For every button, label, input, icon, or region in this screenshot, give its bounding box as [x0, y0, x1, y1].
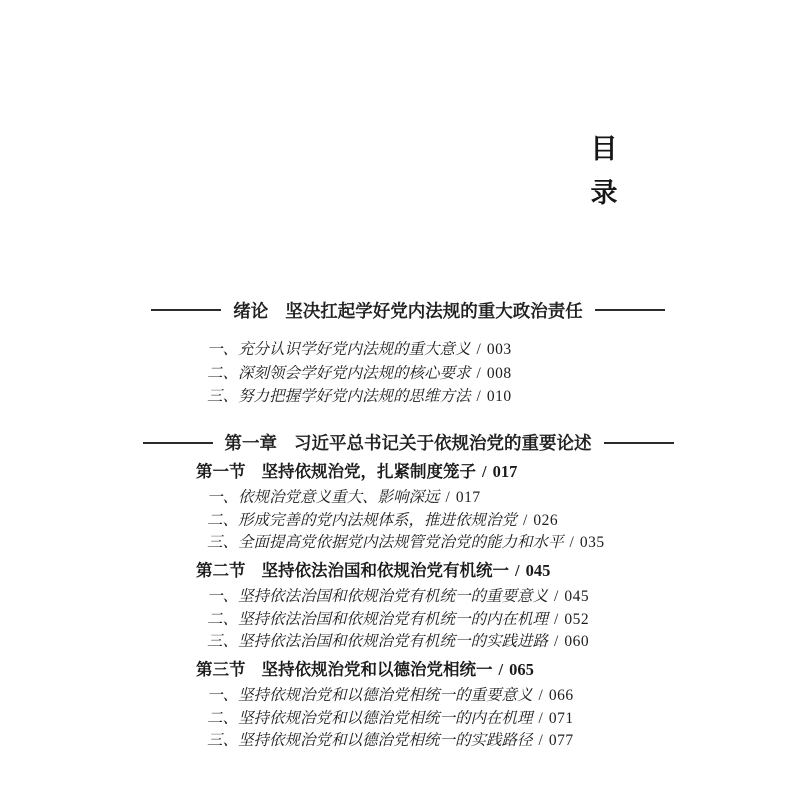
toc-entry [207, 510, 639, 533]
toc-entry-text: 一、坚持依规治党和以德治党相统一的重要意义 [207, 687, 533, 704]
toc-entry [207, 609, 639, 632]
toc-entry-page: 071 [548, 709, 574, 727]
toc-entry [207, 532, 639, 555]
toc-entry-separator: / [515, 560, 520, 580]
toc-entry [207, 487, 639, 510]
header-rule-right [595, 309, 665, 311]
toc-entry-page: 077 [548, 732, 574, 749]
toc-entry-page: 035 [579, 534, 605, 551]
section-title: 坚持依规治党和以德治党相统一 [261, 659, 493, 679]
toc-entry [207, 708, 639, 731]
toc-entry-page: 017 [455, 489, 481, 506]
part-title: 坚决扛起学好党内法规的重大政治责任 [285, 300, 583, 321]
toc-entry-page: 003 [486, 341, 512, 358]
toc-entry [207, 586, 639, 609]
toc-content [177, 300, 639, 753]
toc-entry-separator: / [476, 388, 481, 405]
toc-entry-separator: / [482, 461, 487, 481]
header-rule-left [143, 442, 213, 444]
toc-entry-separator: / [569, 534, 574, 551]
toc-entry-separator: / [498, 659, 504, 679]
toc-entry-text: 三、全面提高党依据党内法规管党治党的能力和水平 [207, 534, 564, 551]
toc-entry-text: 三、努力把握学好党内法规的思维方法 [207, 388, 471, 405]
section-page: 017 [492, 461, 518, 481]
section-header [196, 659, 639, 682]
toc-entry-page: 026 [533, 511, 559, 529]
toc-entry-separator: / [476, 341, 481, 358]
page-title-char: 目 [590, 134, 618, 164]
header-rule-right [604, 442, 674, 444]
toc-entry [207, 730, 639, 753]
section-header [196, 461, 639, 484]
toc-entry-page: 052 [564, 610, 590, 628]
toc-entry [207, 385, 639, 409]
toc-entry-text: 一、坚持依法治国和依规治党有机统一的重要意义 [207, 588, 549, 605]
header-rule-left [151, 309, 221, 311]
toc-entry-text: 二、坚持依规治党和以德治党相统一的内在机理 [207, 709, 533, 727]
toc-entry-text: 一、充分认识学好党内法规的重大意义 [207, 341, 471, 358]
toc-entry [207, 338, 639, 362]
chapter-title: 习近平总书记关于依规治党的重要论述 [294, 433, 592, 453]
toc-entry [207, 631, 639, 654]
section-block [177, 560, 639, 654]
section-page: 065 [509, 659, 534, 679]
part-header [177, 300, 639, 320]
section-label: 第二节 [196, 560, 246, 580]
part-entries [207, 338, 639, 409]
section-entries [207, 487, 639, 555]
toc-entry-separator: / [554, 610, 559, 628]
chapter-header [177, 433, 639, 453]
toc-entry-separator: / [476, 364, 481, 382]
toc-entry-separator: / [538, 709, 543, 727]
section-block [177, 659, 639, 753]
section-title: 坚持依法治国和依规治党有机统一 [261, 560, 509, 580]
toc-entry-page: 008 [486, 364, 512, 382]
toc-entry-text: 三、坚持依法治国和依规治党有机统一的实践进路 [207, 633, 549, 650]
section-label: 第三节 [196, 659, 246, 679]
toc-entry-text: 一、依规治党意义重大、影响深远 [207, 489, 440, 506]
section-label: 第一节 [196, 461, 246, 481]
toc-entry-page: 045 [564, 588, 590, 605]
section-block [177, 461, 639, 555]
page-title-char: 录 [590, 178, 618, 208]
toc-entry-page: 060 [564, 633, 590, 650]
section-entries [207, 685, 639, 753]
toc-entry-separator: / [538, 732, 543, 749]
toc-entry [207, 685, 639, 708]
chapter-sections [177, 461, 639, 753]
page-title [589, 136, 619, 207]
toc-entry-text: 二、坚持依法治国和依规治党有机统一的内在机理 [207, 610, 549, 628]
section-header [196, 560, 639, 583]
toc-entry-separator: / [523, 511, 528, 529]
section-title: 坚持依规治党，扎紧制度笼子 [261, 461, 476, 481]
toc-entry [207, 362, 639, 386]
toc-entry-text: 二、深刻领会学好党内法规的核心要求 [207, 364, 471, 382]
toc-entry-page: 066 [548, 687, 574, 704]
toc-entry-separator: / [554, 633, 559, 650]
part-label: 绪论 [233, 300, 269, 321]
toc-entry-separator: / [538, 687, 543, 704]
toc-entry-text: 二、形成完善的党内法规体系，推进依规治党 [207, 511, 518, 529]
chapter-label: 第一章 [224, 433, 277, 453]
toc-entry-page: 010 [486, 388, 512, 405]
toc-entry-separator: / [445, 489, 450, 506]
toc-entry-text: 三、坚持依规治党和以德治党相统一的实践路径 [207, 732, 533, 749]
section-page: 045 [525, 560, 551, 580]
toc-entry-separator: / [554, 588, 559, 605]
section-entries [207, 586, 639, 654]
